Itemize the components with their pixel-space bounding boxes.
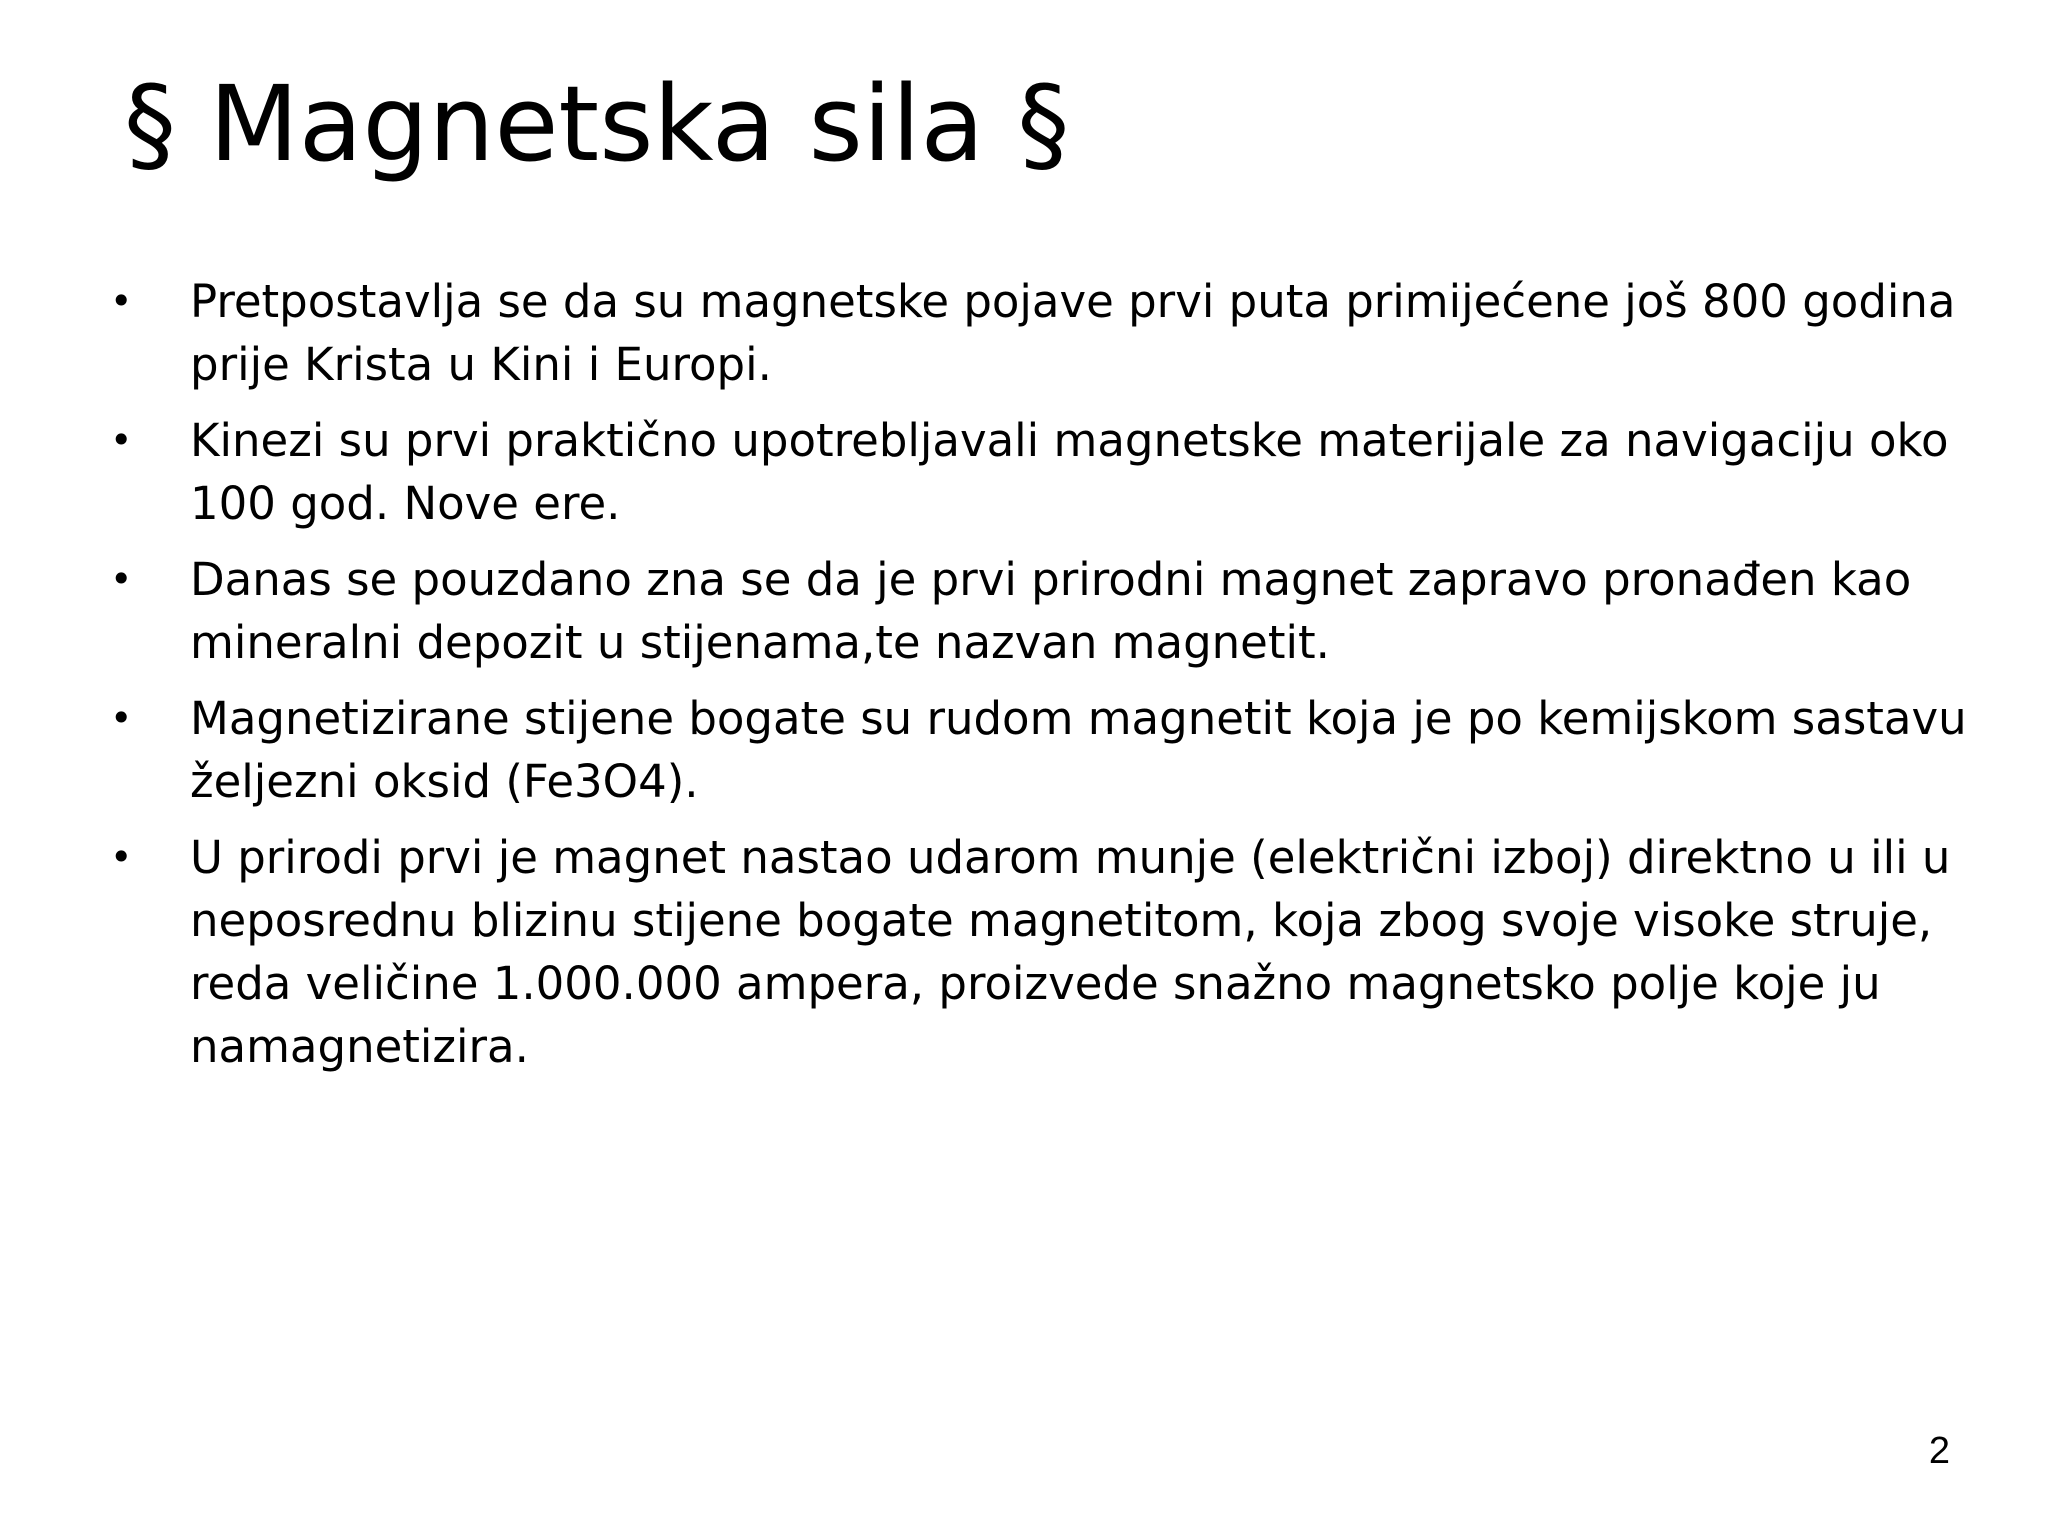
- bullet-text: Danas se pouzdano zna se da je prvi prirodni magnet zapravo pronađen kao mineralni depozit u stijenama,te nazvan magnetit.: [190, 553, 1912, 669]
- bullet-icon: •: [110, 418, 133, 462]
- bullet-text: Kinezi su prvi praktično upotrebljavali magnetske materijale za navigaciju oko 100 god. Nove ere.: [190, 414, 1949, 530]
- bullet-item: [110, 548, 1970, 674]
- bullet-item: [110, 826, 1970, 1078]
- bullet-list: [110, 270, 1970, 1091]
- bullet-icon: •: [110, 835, 133, 879]
- bullet-text: U prirodi prvi je magnet nastao udarom munje (električni izboj) direktno u ili u neposrednu blizinu stijene bogate magnetitom, koja zbog svoje visoke struje, reda veličine 1.000.000 ampera, proizvede snažno magnetsko polje koje ju namagnetizira.: [190, 831, 1951, 1073]
- bullet-text: Pretpostavlja se da su magnetske pojave prvi puta primijećene još 800 godina prije Krista u Kini i Europi.: [190, 275, 1956, 391]
- bullet-item: [110, 270, 1970, 396]
- bullet-icon: •: [110, 696, 133, 740]
- slide-title: § Magnetska sila §: [124, 63, 1070, 185]
- page-number: 2: [1928, 1430, 1950, 1472]
- bullet-text: Magnetizirane stijene bogate su rudom magnetit koja je po kemijskom sastavu željezni oksid (Fe3O4).: [190, 692, 1967, 808]
- bullet-item: [110, 409, 1970, 535]
- bullet-icon: •: [110, 557, 133, 601]
- bullet-item: [110, 687, 1970, 813]
- bullet-icon: •: [110, 279, 133, 323]
